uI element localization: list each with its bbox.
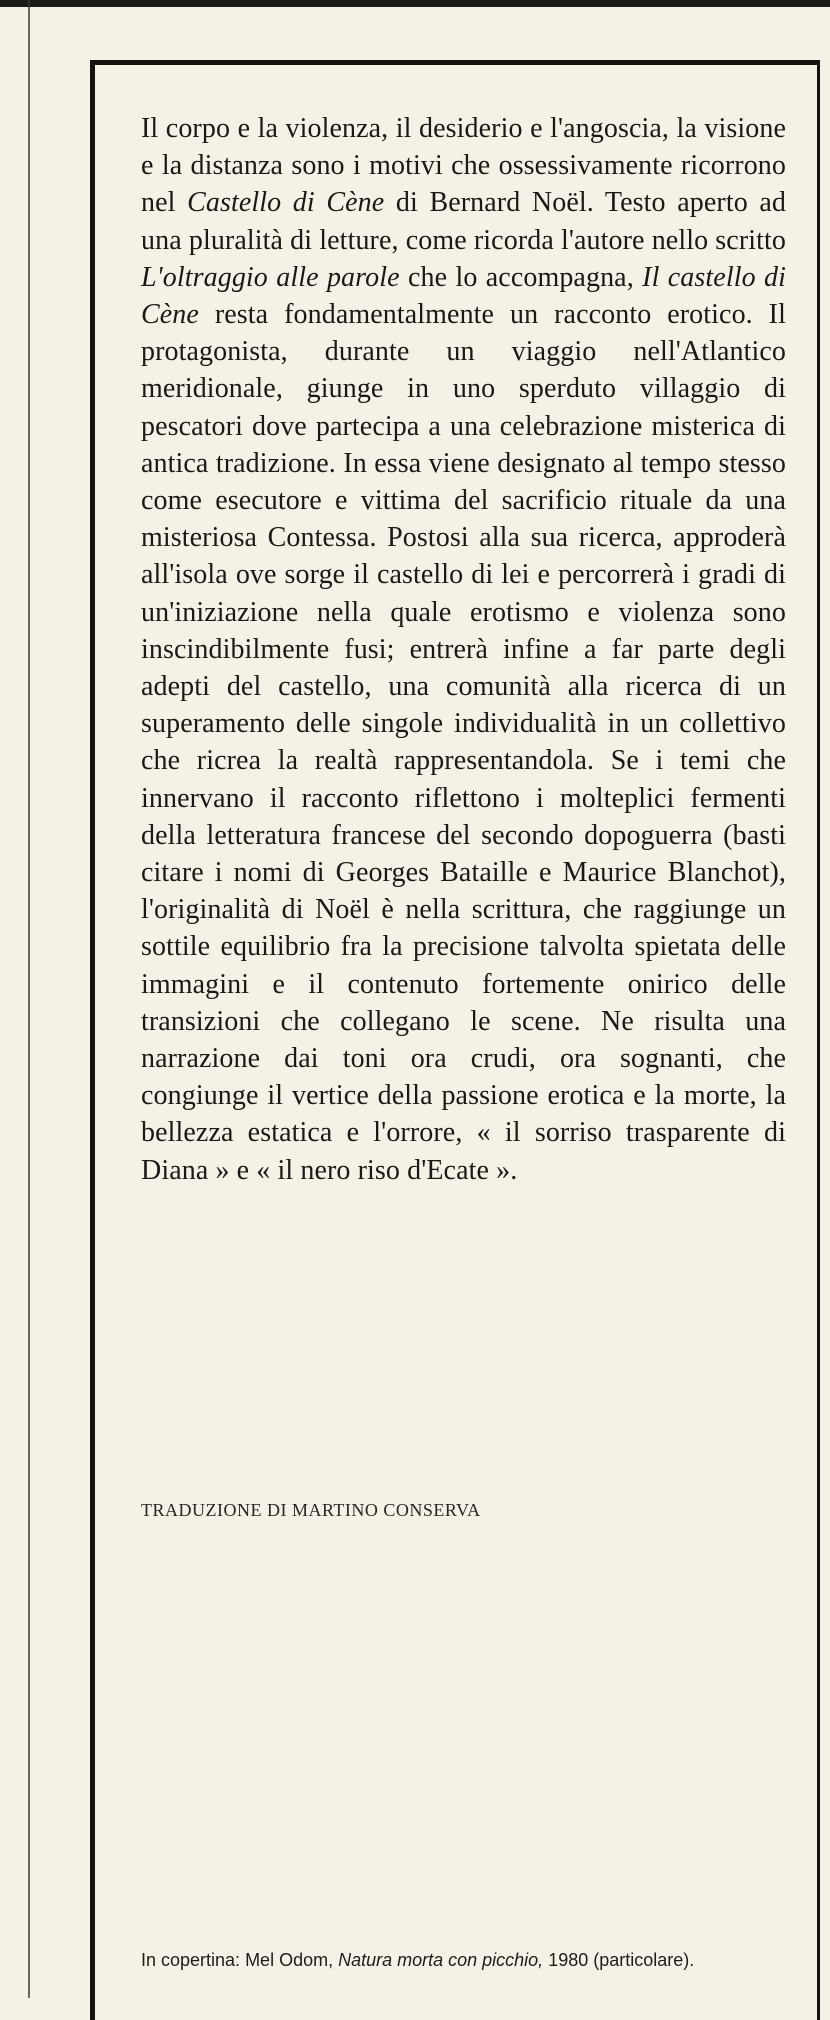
synopsis-text-part-3: che lo accompagna, (399, 261, 643, 293)
book-title-repeat: Il castello di Cène (141, 261, 786, 331)
left-fold-line (28, 0, 30, 1998)
cover-credit-suffix: 1980 (particolare). (543, 1950, 695, 1970)
synopsis-text-part-2: di Bernard Noël. Testo aperto ad una pluralità di letture, come ricorda l'autore nello scritto (141, 187, 787, 256)
synopsis-text-part-1: Il corpo e la violenza, il desiderio e l'angoscia, la visione e la distanza sono i motivi che ossessivamente ricorrono nel (141, 113, 786, 219)
book-title: Castello di Cène (187, 187, 385, 219)
cover-credit (141, 1950, 791, 1970)
cover-artwork-title: Natura morta con picchio, (338, 1950, 544, 1970)
essay-title: L'oltraggio alle parole (141, 261, 400, 293)
synopsis-text-part-4: resta fondamentalmente un racconto erotico. Il protagonista, durante un viaggio nell'Atlantico meridionale, giunge in uno sperduto villaggio di pescatori dove partecipa a una celebrazione misterica di antica tradizione. In essa viene designato al tempo stesso come esecutore e vittima del sacrificio rituale da una misteriosa Contessa. Postosi alla sua ricerca, approderà all'isola ove sorge il castello di lei e percorrerà i gradi di un'iniziazione nella quale erotismo e violenza sono inscindibilmente fusi; entrerà infine a far parte degli adepti del castello, una comunità alla ricerca di un superamento delle singole individualità in un collettivo che ricrea la realtà rappresentandola. Se i temi che innervano il racconto riflettono i molteplici fermenti della letteratura francese del secondo dopoguerra (basti citare i nomi di Georges Bataille e Maurice Blanchot), l'originalità di Noël è nella scrittura, che raggiunge un sottile equilibrio fra la precisione talvolta spietata delle immagini e il contenuto fortemente onirico delle transizioni che collegano le scene. Ne risulta una narrazione dai toni ora crudi, ora sognanti, che congiunge il vertice della passione erotica e la morte, la bellezza estatica e l'orrore, « il sorriso trasparente di Diana » e « il nero riso d'Ecate ». (141, 299, 786, 1186)
translator-credit: TRADUZIONE DI MARTINO CONSERVA (141, 1500, 481, 1520)
cover-credit-prefix: In copertina: Mel Odom, (141, 1950, 339, 1970)
top-border (0, 0, 830, 7)
synopsis-paragraph (141, 110, 786, 1189)
